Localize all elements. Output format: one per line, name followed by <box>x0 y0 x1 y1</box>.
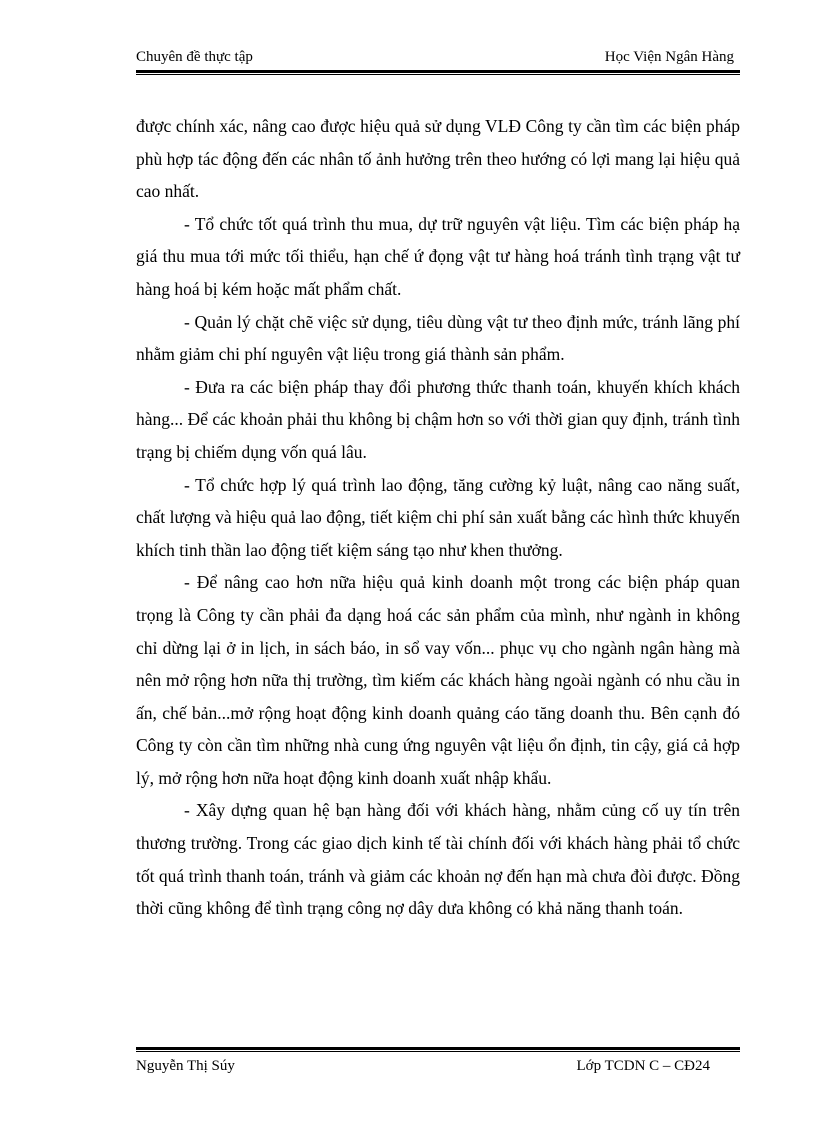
header-rule <box>136 70 740 75</box>
page-footer <box>136 1056 740 1080</box>
header-document-type: Chuyên đề thực tập <box>136 49 253 65</box>
paragraph: - Quản lý chặt chẽ việc sử dụng, tiêu dùng vật tư theo định mức, tránh lãng phí nhằm giảm chi phí nguyên vật liệu trong giá thành sản phẩm. <box>136 311 740 365</box>
paragraph: - Đưa ra các biện pháp thay đổi phương thức thanh toán, khuyến khích khách hàng... Để các khoản phải thu không bị chậm hơn so với thời gian quy định, tránh tình trạng bị chiếm dụng vốn quá lâu. <box>136 376 740 462</box>
footer-rule <box>136 1047 740 1052</box>
footer-author: Nguyễn Thị Súy <box>136 1058 235 1074</box>
paragraph: - Tổ chức tốt quá trình thu mua, dự trữ nguyên vật liệu. Tìm các biện pháp hạ giá thu mua tới mức tối thiểu, hạn chế ứ đọng vật tư hàng hoá tránh tình trạng vật tư hàng hoá bị kém hoặc mất phẩm chất. <box>136 213 740 299</box>
paragraph-continuation: được chính xác, nâng cao được hiệu quả sử dụng VLĐ Công ty cần tìm các biện pháp phù hợp tác động đến các nhân tố ảnh hưởng trên theo hướng có lợi mang lại hiệu quả cao nhất. <box>136 116 740 202</box>
paragraph: - Xây dựng quan hệ bạn hàng đối với khách hàng, nhằm củng cố uy tín trên thương trường. Trong các giao dịch kinh tế tài chính đối với khách hàng phải tổ chức tốt quá trình thanh toán, tránh và giảm các khoản nợ đến hạn mà chưa đòi được. Đồng thời cũng không để tình trạng công nợ dây dưa không có khả năng thanh toán. <box>136 800 740 919</box>
page-header <box>136 47 740 71</box>
paragraph: - Để nâng cao hơn nữa hiệu quả kinh doanh một trong các biện pháp quan trọng là Công ty cần phải đa dạng hoá các sản phẩm của mình, như ngành in không chỉ dừng lại ở in lịch, in sách báo, in sổ vay vốn... phục vụ cho ngành ngân hàng mà nên mở rộng hơn nữa thị trường, tìm kiếm các khách hàng ngoài ngành có nhu cầu in ấn, chế bản...mở rộng hoạt động kinh doanh quảng cáo tăng doanh thu. Bên cạnh đó Công ty còn cần tìm những nhà cung ứng nguyên vật liệu ổn định, tin cậy, giá cả hợp lý, mở rộng hơn nữa hoạt động kinh doanh xuất nhập khẩu. <box>136 572 740 788</box>
footer-class: Lớp TCDN C – CĐ24 <box>576 1058 710 1074</box>
header-institution: Học Viện Ngân Hàng <box>604 49 734 65</box>
body-text <box>136 110 740 925</box>
paragraph: - Tổ chức hợp lý quá trình lao động, tăng cường kỷ luật, nâng cao năng suất, chất lượng và hiệu quả lao động, tiết kiệm chi phí sản xuất bằng các hình thức khuyến khích tinh thần lao động tiết kiệm sáng tạo như khen thưởng. <box>136 474 740 560</box>
